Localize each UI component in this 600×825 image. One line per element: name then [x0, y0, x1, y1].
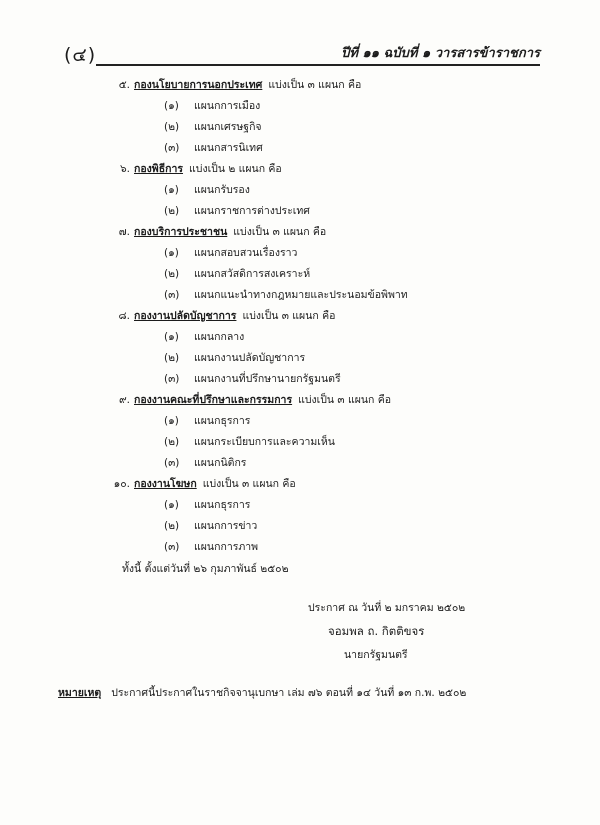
section-8-heading: ๘. กองงานปลัดบัญชาการ แบ่งเป็น ๓ แผนก คือ	[118, 310, 336, 322]
section-6-heading: ๖. กองพิธีการ แบ่งเป็น ๒ แผนก คือ	[119, 163, 282, 175]
footer-note	[58, 684, 466, 701]
section-10-department: กองงานโฆษก	[134, 478, 197, 490]
list-item: (๑) แผนกการเมือง	[164, 100, 261, 112]
section-7-department: กองบริการประชาชน	[134, 226, 228, 238]
list-item: (๒) แผนกราชการต่างประเทศ	[164, 205, 310, 217]
section-9-department: กองงานคณะที่ปรึกษาและกรรมการ	[134, 394, 293, 406]
page-number: (๔)	[64, 44, 97, 66]
list-item: (๑) แผนกกลาง	[164, 331, 245, 343]
list-item: (๓) แผนกงานที่ปรึกษานายกรัฐมนตรี	[164, 373, 341, 385]
section-6-department: กองพิธีการ	[134, 163, 184, 175]
list-item: (๒) แผนกงานปลัดบัญชาการ	[164, 352, 306, 364]
section-10-heading: ๑๐. กองงานโฆษก แบ่งเป็น ๓ แผนก คือ	[113, 478, 296, 490]
list-item: (๑) แผนกสอบสวนเรื่องราว	[164, 247, 298, 259]
signer-name: จอมพล ถ. กิตติขจร	[328, 624, 425, 638]
list-item: (๒) แผนกสวัสดิการสงเคราะห์	[164, 268, 311, 280]
section-9-heading: ๙. กองงานคณะที่ปรึกษาและกรรมการ แบ่งเป็น ๓ แผนก คือ	[118, 394, 392, 406]
list-item: (๑) แผนกธุรการ	[164, 499, 251, 511]
list-item: (๓) แผนกนิติกร	[164, 457, 247, 469]
note-text: ประกาศนี้ประกาศในราชกิจจานุเบกษา เล่ม ๗๖ ตอนที่ ๑๔ วันที่ ๑๓ ก.พ. ๒๕๐๒	[111, 687, 467, 699]
effective-date: ทั้งนี้ ตั้งแต่วันที่ ๒๖ กุมภาพันธ์ ๒๕๐๒	[122, 563, 289, 575]
list-item: (๓) แผนกแนะนำทางกฎหมายและประนอมข้อพิพาท	[164, 289, 408, 301]
list-item: (๒) แผนกระเบียบการและความเห็น	[164, 436, 335, 448]
section-5-heading: ๕. กองนโยบายการนอกประเทศ แบ่งเป็น ๓ แผนก คือ	[118, 79, 362, 91]
list-item: (๑) แผนกรับรอง	[164, 184, 250, 196]
section-7-heading: ๗. กองบริการประชาชน แบ่งเป็น ๓ แผนก คือ	[118, 226, 327, 238]
section-8-department: กองงานปลัดบัญชาการ	[134, 310, 237, 322]
signer-title: นายกรัฐมนตรี	[344, 649, 408, 661]
list-item: (๓) แผนกการภาพ	[164, 541, 259, 553]
list-item: (๓) แผนกสารนิเทศ	[164, 142, 263, 154]
header-rule	[96, 64, 540, 66]
section-5-department: กองนโยบายการนอกประเทศ	[134, 79, 263, 91]
list-item: (๒) แผนกการข่าว	[164, 520, 258, 532]
announcement-date: ประกาศ ณ วันที่ ๒ มกราคม ๒๕๐๒	[308, 602, 466, 614]
list-item: (๑) แผนกธุรการ	[164, 415, 251, 427]
note-label: หมายเหตุ	[58, 687, 102, 699]
list-item: (๒) แผนกเศรษฐกิจ	[164, 121, 262, 133]
journal-header: ปีที่ ๑๑ ฉบับที่ ๑ วารสารข้าราชการ	[341, 46, 540, 61]
